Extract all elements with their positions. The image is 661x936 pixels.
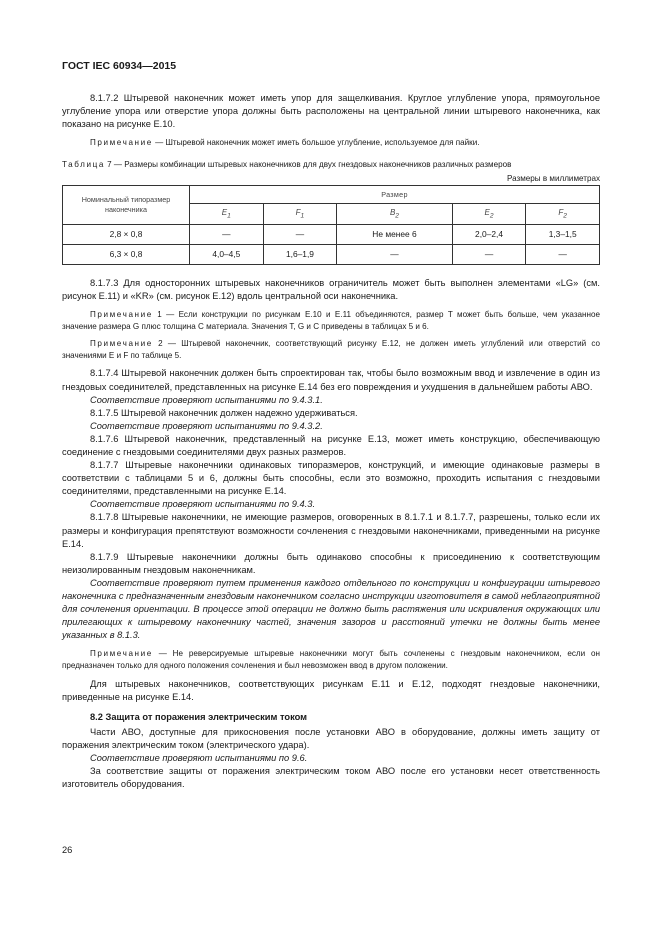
note-text: — Не реверсируемые штыревые наконечники могут быть сочленены с гнездовым наконечником, если он предназначен только для одного положения сочленения и был невозможен ввод в другом положении. [62,649,600,670]
note-text: 1 — Если конструкции по рисункам Е.10 и Е.11 объединяются, размер T может быть больше, чем указанное значение размера G плюс толщина C материала. Значения T, G и C приведены в таблицах 5 и 6. [62,310,600,331]
nominal-size-header: Номинальный типоразмер наконечника [63,185,190,224]
page-number: 26 [62,845,73,855]
note-text: — Штыревой наконечник может иметь большое углубление, используемое для пайки. [152,138,480,148]
table-units: Размеры в миллиметрах [506,173,600,183]
table-cell: 2,8 × 0,8 [63,224,190,244]
paragraph-8-1-7-2: 8.1.7.2 Штыревой наконечник может иметь упор для защелкивания. Круглое углубление упора, прямоугольное углубление упора или отверстие упора должны быть расположены на центральной линии штыревого наконечника, как показано на рисунке Е.10. [62,93,600,130]
note-label: Примечание [90,138,153,148]
paragraph-8-1-7-5: 8.1.7.5 Штыревой наконечник должен надежно удерживаться. [90,407,358,418]
note [62,338,600,361]
note [62,137,600,149]
table-cell: — [263,224,337,244]
compliance-text: Соответствие проверяют испытаниями по 9.6. [90,752,308,763]
note-label: Примечание [90,649,153,659]
table-cell: 2,0–2,4 [452,224,526,244]
column-header: $E_1$ [190,204,264,225]
paragraph-pins: Для штыревых наконечников, соответствующих рисункам Е.11 и Е.12, подходят гнездовые наконечники, приведенные на рисунке Е.14. [62,678,600,702]
paragraph-8-1-7-3: 8.1.7.3 Для односторонних штыревых наконечников ограничитель может быть выполнен элементами «LG» (см. рисунок Е.11) и «KR» (см. рисунок Е.12) вдоль центральной оси наконечника. [62,277,600,301]
paragraph-8-1-7-6: 8.1.7.6 Штыревой наконечник, представленный на рисунке Е.13, может иметь конструкцию, обеспечивающую соединение с гнездовыми соединителями двух разных размеров. [62,433,600,457]
column-header: $E_2$ [452,204,526,225]
note [62,309,600,332]
document-page [62,60,600,791]
paragraph-8-2-b: За соответствие защиты от поражения электрическим током АВО после его установки несет ответственность изготовитель оборудования. [62,766,600,790]
note [62,648,600,671]
table-cell: 1,3–1,5 [526,224,600,244]
table-row [63,244,600,264]
column-header: $F_2$ [526,204,600,225]
paragraph-8-1-7-4: 8.1.7.4 Штыревой наконечник должен быть спроектирован так, чтобы было возможным ввод и извлечение в один из гнездовых соединителей, представленных на рисунке Е.14 без его повреждения и ухудшения в дальнейшем работы АВО. [62,368,600,392]
table-cell: — [526,244,600,264]
compliance-text: Соответствие проверяют путем применения каждого отдельного по конструкции и конфигурации штыревого наконечника с предназначенным гнездовым наконечником согласно инструкции изготовителя в самой неблагоприятной для сочленения ориентации. В процессе этой операции не должно быть растяжения или искривления окружающих или прилегающих к штыревому наконечнику частей, значения зазоров и расстояний утечки не должны быть менее указанных в 8.1.3. [62,577,600,641]
paragraph-8-1-7-8: 8.1.7.8 Штыревые наконечники, не имеющие размеров, оговоренных в 8.1.7.1 и 8.1.7.7, разрешены, только если их размеры и конфигурация препятствуют возможности сочленения с гнездовыми наконечниками, приведенными на рисунке Е.14. [62,512,600,549]
paragraph-8-1-7-7: 8.1.7.7 Штыревые наконечники одинаковых типоразмеров, конструкций, и имеющие одинаковые размеры в соответствии с таблицами 5 и 6, должны быть способны, если это возможно, проходить испытания с гнездовыми соединителями, представленными на рисунке Е.14. [62,460,600,497]
table-cell: 1,6–1,9 [263,244,337,264]
table-cell: Не менее 6 [337,224,452,244]
size-header: Размер [190,185,600,203]
paragraph-8-2-a: Части АВО, доступные для прикосновения после установки АВО в оборудование, должны иметь защиту от поражения электрическим током (электрического удара). [62,726,600,750]
table-cell: — [337,244,452,264]
column-header: $B_2$ [337,204,452,225]
table-cell: — [452,244,526,264]
table-caption-text: 7 — Размеры комбинации штыревых наконечников для двух гнездовых наконечников различных размеров [104,159,512,169]
table-cell: — [190,224,264,244]
note-label: Примечание [90,310,153,320]
dimensions-table [62,185,600,265]
note-label: Примечание [90,339,153,349]
table-cell: 6,3 × 0,8 [63,244,190,264]
paragraph-8-1-7-9: 8.1.7.9 Штыревые наконечники должны быть одинаково способны к присоединению к соответствующим неизолированным гнездовым наконечникам. [62,551,600,575]
document-header: ГОСТ IEC 60934—2015 [62,60,177,72]
compliance-text: Соответствие проверяют испытаниями по 9.4.3.1. [90,394,323,405]
compliance-text: Соответствие проверяют испытаниями по 9.4.3.2. [90,420,323,431]
compliance-text: Соответствие проверяют испытаниями по 9.4.3. [90,499,316,510]
note-text: 2 — Штыревой наконечник, соответствующий рисунку Е.12, не должен иметь углублений или отверстий со значениями E и F по таблице 5. [62,339,600,360]
section-heading-8-2: 8.2 Защита от поражения электрическим током [90,711,308,722]
table-cell: 4,0–4,5 [190,244,264,264]
table-caption-label: Таблица [62,159,105,169]
table-caption [62,159,600,170]
table-row [63,224,600,244]
column-header: $F_1$ [263,204,337,225]
